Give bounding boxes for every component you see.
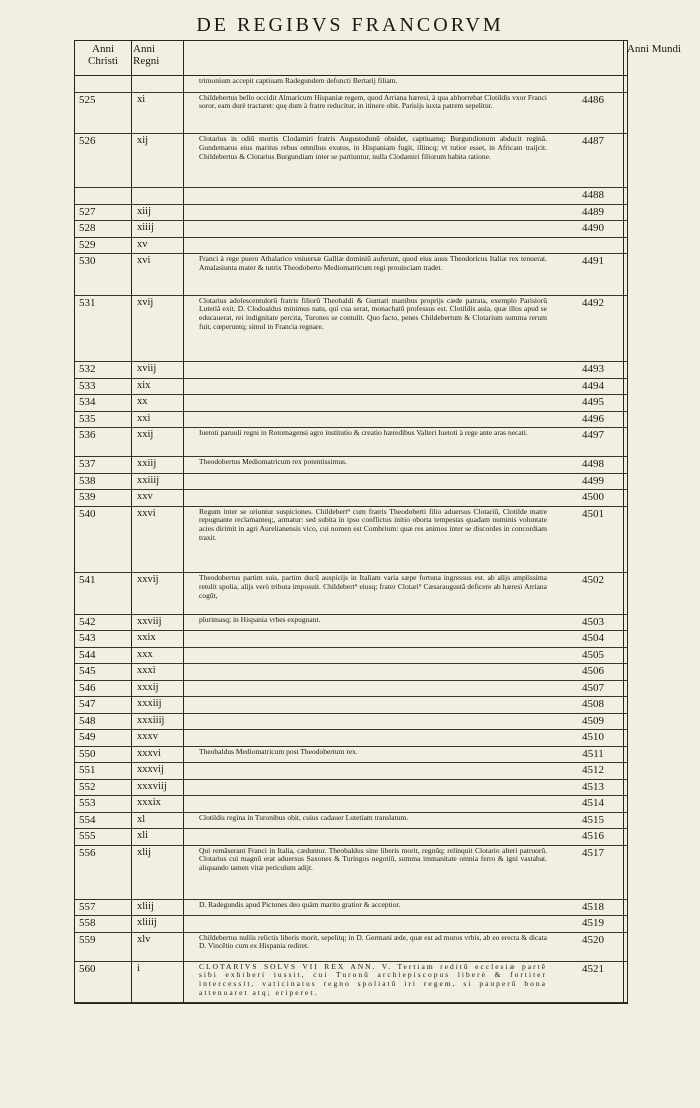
table-row xyxy=(75,916,627,933)
anno-regni-cell: xxxiij xyxy=(137,698,162,709)
anno-mundi-cell: 4497 xyxy=(582,429,604,441)
table-row xyxy=(75,730,627,747)
anno-regni-cell: xxx xyxy=(137,648,153,660)
anno-regni-cell: xxij xyxy=(137,429,154,440)
event-text-cell xyxy=(199,730,547,731)
event-text-cell xyxy=(199,188,547,189)
anno-christi-cell: 557 xyxy=(79,900,96,913)
event-text-cell: Regum inter se oriuntur suspiciones. Childebert⁹ cum fratris Theodoberti filio aduersus Clotariũ, Clotilde matre repugnante reclamanteq;, armatur: sed subita in ipso conflictus initio oborta tempestas quadam numinis voluntate acies dirimit in agri Aurelianensis vico, cui nomen est Combrium: quæ res animos inter se discordes in concordiam traxit. xyxy=(199,506,547,543)
anno-christi-cell: 530 xyxy=(79,255,96,267)
anno-regni-cell: xxxviij xyxy=(137,780,167,792)
anno-regni-cell: xxvi xyxy=(137,507,156,519)
event-text-cell xyxy=(199,664,547,665)
anno-regni-cell: xxxvi xyxy=(137,747,161,759)
anno-regni-cell: xxix xyxy=(137,632,156,643)
anno-regni-cell: xxxv xyxy=(137,731,158,742)
anno-mundi-cell: 4520 xyxy=(582,933,604,946)
anno-regni-cell: xix xyxy=(137,379,151,391)
anno-christi-cell: 550 xyxy=(79,747,96,760)
anno-mundi-cell: 4519 xyxy=(582,917,604,929)
table-row xyxy=(75,780,627,797)
anno-mundi-cell: 4513 xyxy=(582,780,604,793)
event-text-cell: plurimasq; in Hispania vrbes expugnant. xyxy=(199,614,321,624)
anno-christi-cell: 526 xyxy=(79,135,96,147)
table-header xyxy=(75,41,682,76)
chronology-table xyxy=(74,40,682,1004)
anno-christi-cell: 558 xyxy=(79,917,96,929)
anno-regni-cell: xliij xyxy=(137,900,154,912)
anno-mundi-cell: 4512 xyxy=(582,764,604,776)
anno-regni-cell: xxxi xyxy=(137,665,156,676)
table-row xyxy=(75,254,627,296)
anno-mundi-cell: 4486 xyxy=(582,93,604,106)
event-text-cell xyxy=(199,829,547,830)
anno-mundi-cell: 4489 xyxy=(582,205,604,218)
anno-mundi-cell: 4510 xyxy=(582,731,604,743)
event-text-cell xyxy=(199,681,547,682)
event-text-cell xyxy=(199,796,547,797)
anno-regni-cell: xxv xyxy=(137,491,153,502)
anno-mundi-cell: 4501 xyxy=(582,507,604,520)
page-title: DE REGIBVS FRANCORVM xyxy=(196,14,504,36)
anno-christi-cell: 536 xyxy=(79,429,96,441)
anno-christi-cell: 540 xyxy=(79,507,96,520)
anno-regni-cell: xiiij xyxy=(137,222,154,233)
anno-christi-cell: 551 xyxy=(79,764,96,776)
anno-mundi-cell: 4518 xyxy=(582,900,604,913)
column-divider xyxy=(131,41,132,1003)
anno-christi-cell: 559 xyxy=(79,933,96,946)
anno-regni-cell: xlv xyxy=(137,933,151,945)
anno-christi-cell: 533 xyxy=(79,379,96,392)
header-anni-regni: Anni Regni xyxy=(133,43,160,67)
anno-christi-cell: 546 xyxy=(79,681,96,694)
header-anni-mundi: Anni Mundi xyxy=(626,43,682,55)
anno-regni-cell: xl xyxy=(137,813,146,825)
anno-mundi-cell: 4487 xyxy=(582,135,604,147)
anno-mundi-cell: 4495 xyxy=(582,396,604,408)
event-text-cell xyxy=(199,205,547,206)
event-text-cell xyxy=(199,648,547,649)
table-row xyxy=(75,457,627,474)
anno-christi-cell: 554 xyxy=(79,813,96,826)
anno-mundi-cell: 4511 xyxy=(582,747,604,760)
event-text-cell: trimonium accepit captiuam Radegundem defuncti Bertarij filiam. xyxy=(199,76,398,85)
anno-regni-cell: xi xyxy=(137,93,146,105)
anno-mundi-cell: 4500 xyxy=(582,491,604,503)
table-row xyxy=(75,664,627,681)
anno-mundi-cell: 4503 xyxy=(582,615,604,628)
event-text-cell xyxy=(199,221,547,222)
anno-regni-cell: xij xyxy=(137,135,149,146)
anno-christi-cell: 544 xyxy=(79,648,96,661)
table-row xyxy=(75,763,627,780)
table-row xyxy=(75,813,627,830)
table-row xyxy=(75,697,627,714)
table-row xyxy=(75,648,627,665)
event-text-cell xyxy=(199,362,547,363)
table-row xyxy=(75,573,627,615)
table-row xyxy=(75,714,627,731)
anno-christi-cell: 537 xyxy=(79,458,96,470)
event-text-cell xyxy=(199,763,547,764)
anno-christi-cell: 538 xyxy=(79,474,96,487)
anno-christi-cell: 542 xyxy=(79,615,96,628)
anno-mundi-cell: 4494 xyxy=(582,379,604,392)
column-divider xyxy=(183,41,184,1003)
anno-christi-cell: 541 xyxy=(79,574,96,586)
table-row xyxy=(75,615,627,632)
anno-mundi-cell: 4490 xyxy=(582,222,604,234)
anno-mundi-cell: 4492 xyxy=(582,296,604,309)
table-body xyxy=(75,76,627,1003)
table-row xyxy=(75,474,627,491)
anno-christi-cell: 555 xyxy=(79,830,96,842)
anno-mundi-cell: 4516 xyxy=(582,830,604,842)
event-text-cell xyxy=(199,238,547,239)
anno-regni-cell: xvij xyxy=(137,296,154,308)
anno-christi-cell: 535 xyxy=(79,412,96,425)
anno-christi-cell: 553 xyxy=(79,797,96,809)
anno-mundi-cell: 4488 xyxy=(582,189,604,201)
anno-christi-cell: 534 xyxy=(79,396,96,408)
anno-regni-cell: xxvij xyxy=(137,574,159,585)
event-text-cell: Theodobertus Mediomatricum rex potentissimus. xyxy=(199,457,347,466)
anno-regni-cell: xxxiiij xyxy=(137,714,165,726)
table-row xyxy=(75,188,627,205)
table-row xyxy=(75,362,627,379)
table-row xyxy=(75,507,627,574)
anno-regni-cell: xvi xyxy=(137,255,151,266)
table-row xyxy=(75,490,627,507)
anno-mundi-cell: 4496 xyxy=(582,412,604,425)
anno-regni-cell: xxxij xyxy=(137,681,159,693)
anno-christi-cell: 532 xyxy=(79,363,96,375)
table-row xyxy=(75,428,627,457)
anno-regni-cell: xv xyxy=(137,238,148,250)
table-row xyxy=(75,412,627,429)
anno-mundi-cell: 4517 xyxy=(582,846,604,859)
anno-mundi-cell: 4521 xyxy=(582,962,604,975)
table-row xyxy=(75,933,627,962)
event-text-cell: Iuetoti paruuli regni in Rotomagensi agro institutio & creatio hæredibus Valteri Iuetoti à rege ante aras necati. xyxy=(199,428,528,437)
table-row xyxy=(75,962,627,1004)
anno-mundi-cell: 4491 xyxy=(582,255,604,267)
event-text-cell: Clotarius in odiũ mortis Clodamiri fratris Augustodunũ obsidet, captiuamq; Burgundionum abducit reginã. Gundemarus eius maritus rebus omnibus exutus, in Hispaniam fugit, illincq; vt tutior esset, in Africam traijcit. Childebertus & Clotarius Burgundiam inter se partiuntur, nulla Clodamiri filiorum habita ratione. xyxy=(199,134,547,161)
event-text-cell xyxy=(199,490,547,491)
anno-regni-cell: xviij xyxy=(137,363,157,374)
table-row xyxy=(75,395,627,412)
event-text-cell: CLOTARIVS SOLVS VII REX ANN. V. Tertiam reditũ ecclesiæ partẽ sibi exhiberi iussit, cui Turonũ archiepiscopus liberè & fortiter intercessit, vaticinatus regno spoliatũ iri regem, si pauperũ bona attenuaret atq; eriperet. xyxy=(199,961,547,998)
event-text-cell xyxy=(199,474,547,475)
table-row xyxy=(75,631,627,648)
table-row xyxy=(75,681,627,698)
anno-christi-cell: 548 xyxy=(79,714,96,727)
anno-mundi-cell: 4504 xyxy=(582,632,604,644)
table-row xyxy=(75,205,627,222)
table-row xyxy=(75,379,627,396)
table-row xyxy=(75,796,627,813)
anno-mundi-cell: 4499 xyxy=(582,474,604,487)
anno-mundi-cell: 4502 xyxy=(582,574,604,586)
event-text-cell: Franci à rege puero Athalarico vniuersæ Galliæ dominiũ auferunt, quod eius auus Theodoricus Italiæ rex tenuerat. Amalasiunta mater & tutrix Theodoberto Mediomatricum regi prouinciam tradet. xyxy=(199,254,547,272)
table-row xyxy=(75,900,627,917)
table-row xyxy=(75,747,627,764)
anno-christi-cell: 539 xyxy=(79,491,96,503)
event-text-cell xyxy=(199,916,547,917)
anno-regni-cell: i xyxy=(137,962,140,974)
anno-mundi-cell: 4493 xyxy=(582,363,604,375)
anno-regni-cell: xxxvij xyxy=(137,764,164,775)
anno-mundi-cell: 4506 xyxy=(582,665,604,677)
column-divider xyxy=(623,41,624,1003)
event-text-cell xyxy=(199,714,547,715)
anno-regni-cell: xxiij xyxy=(137,458,157,469)
event-text-cell: Qui remãserant Franci in Italia, cæduntur. Theobaldus sine liberis morit, regnũq; relinquit Clotario alteri patruorũ. Clotarius cui magnũ erat aduersus Saxones & Turingos negotiũ, summa immanitate omnia ferro & igni vastabat. aliquando tamen vitæ periculum adijt. xyxy=(199,845,547,873)
anno-mundi-cell: 4508 xyxy=(582,698,604,710)
anno-mundi-cell: 4498 xyxy=(582,458,604,470)
anno-christi-cell: 531 xyxy=(79,296,96,309)
anno-christi-cell: 560 xyxy=(79,962,96,975)
anno-mundi-cell: 4515 xyxy=(582,813,604,826)
event-text-cell: Clotildis regina in Turonibus obit, cuius cadauer Lutetiam translatum. xyxy=(199,812,409,822)
event-text-cell: Childebertus bello occidit Almaricum Hispaniæ regem, quod Arriana hæresi, à qua abhorrebat Clotildis vxor Franci soror, eam durè tractaret: quę dum à fratre reducitur, in itinere obit. Parisijs iuxta patrem sepelitur. xyxy=(199,92,547,111)
anno-regni-cell: xx xyxy=(137,396,148,407)
anno-christi-cell: 528 xyxy=(79,222,96,234)
anno-mundi-cell: 4505 xyxy=(582,648,604,661)
table-row xyxy=(75,829,627,846)
anno-regni-cell: xliiij xyxy=(137,917,157,928)
event-text-cell xyxy=(199,395,547,396)
event-text-cell xyxy=(199,697,547,698)
anno-mundi-cell: 4507 xyxy=(582,681,604,694)
anno-christi-cell: 556 xyxy=(79,846,96,859)
anno-christi-cell: 525 xyxy=(79,93,96,106)
anno-christi-cell: 552 xyxy=(79,780,96,793)
anno-christi-cell: 529 xyxy=(79,238,96,251)
table-row xyxy=(75,221,627,238)
anno-christi-cell: 527 xyxy=(79,205,96,218)
event-text-cell xyxy=(199,412,547,413)
event-text-cell: D. Radegundis apud Pictones deo quàm marito gratior & acceptior. xyxy=(199,899,401,909)
event-text-cell xyxy=(199,379,547,380)
anno-regni-cell: xli xyxy=(137,830,149,841)
anno-regni-cell: xlij xyxy=(137,846,152,858)
anno-christi-cell: 543 xyxy=(79,632,96,644)
anno-mundi-cell: 4509 xyxy=(582,714,604,727)
table-row xyxy=(75,296,627,363)
anno-mundi-cell: 4514 xyxy=(582,797,604,809)
event-text-cell: Theobaldus Mediomatricum post Theodobertum rex. xyxy=(199,746,358,756)
event-text-cell xyxy=(199,631,547,632)
header-anni-christi: Anni Christi xyxy=(88,43,118,67)
anno-christi-cell: 545 xyxy=(79,665,96,677)
event-text-cell: Theodobertus partim suis, partim ducũ auspicijs in Italiam varia sæpe fortuna ingressus est. ab alijs amplissima retulit spolia, alijs verò tributa imposuit. Childebert⁹ eiusq; frater Clotari⁹ Cæsaraugustã deficere ab hæresi Arriana cogũt, xyxy=(199,573,547,600)
table-row xyxy=(75,134,627,188)
table-row xyxy=(75,76,627,93)
anno-regni-cell: xxi xyxy=(137,412,151,424)
anno-regni-cell: xxiiij xyxy=(137,474,160,486)
anno-regni-cell: xiij xyxy=(137,205,152,217)
anno-regni-cell: xxxix xyxy=(137,797,161,808)
anno-christi-cell: 549 xyxy=(79,731,96,743)
table-row xyxy=(75,846,627,900)
event-text-cell xyxy=(199,780,547,781)
anno-regni-cell: xxviij xyxy=(137,615,162,627)
event-text-cell: Clotarius adolescentulorũ fratris filiorũ Theobaldi & Guntari manibus proprijs cæde patrata, exemplo Parisiorũ Lutetiã exit. D. Clodoaldus minimus natu, qui cua serat, monachatũ professus est. Clotildis auia, quæ illos apud se educauerat, rei indignitate percita, Turones se contulit. Quo facto, penes Childebertum & Clotarium summa rerum fuit, cœperuntq; simul in Francia regnare. xyxy=(199,295,547,332)
event-text-cell: Childebertus nullis relictis liberis morit, sepelitq; in D. Germani æde, quæ est ad muros vrbis, ab eo erecta & dicata D. Vincētio cum ex Hispania rediret. xyxy=(199,932,547,951)
table-row xyxy=(75,238,627,255)
table-row xyxy=(75,93,627,135)
anno-christi-cell: 547 xyxy=(79,698,96,710)
